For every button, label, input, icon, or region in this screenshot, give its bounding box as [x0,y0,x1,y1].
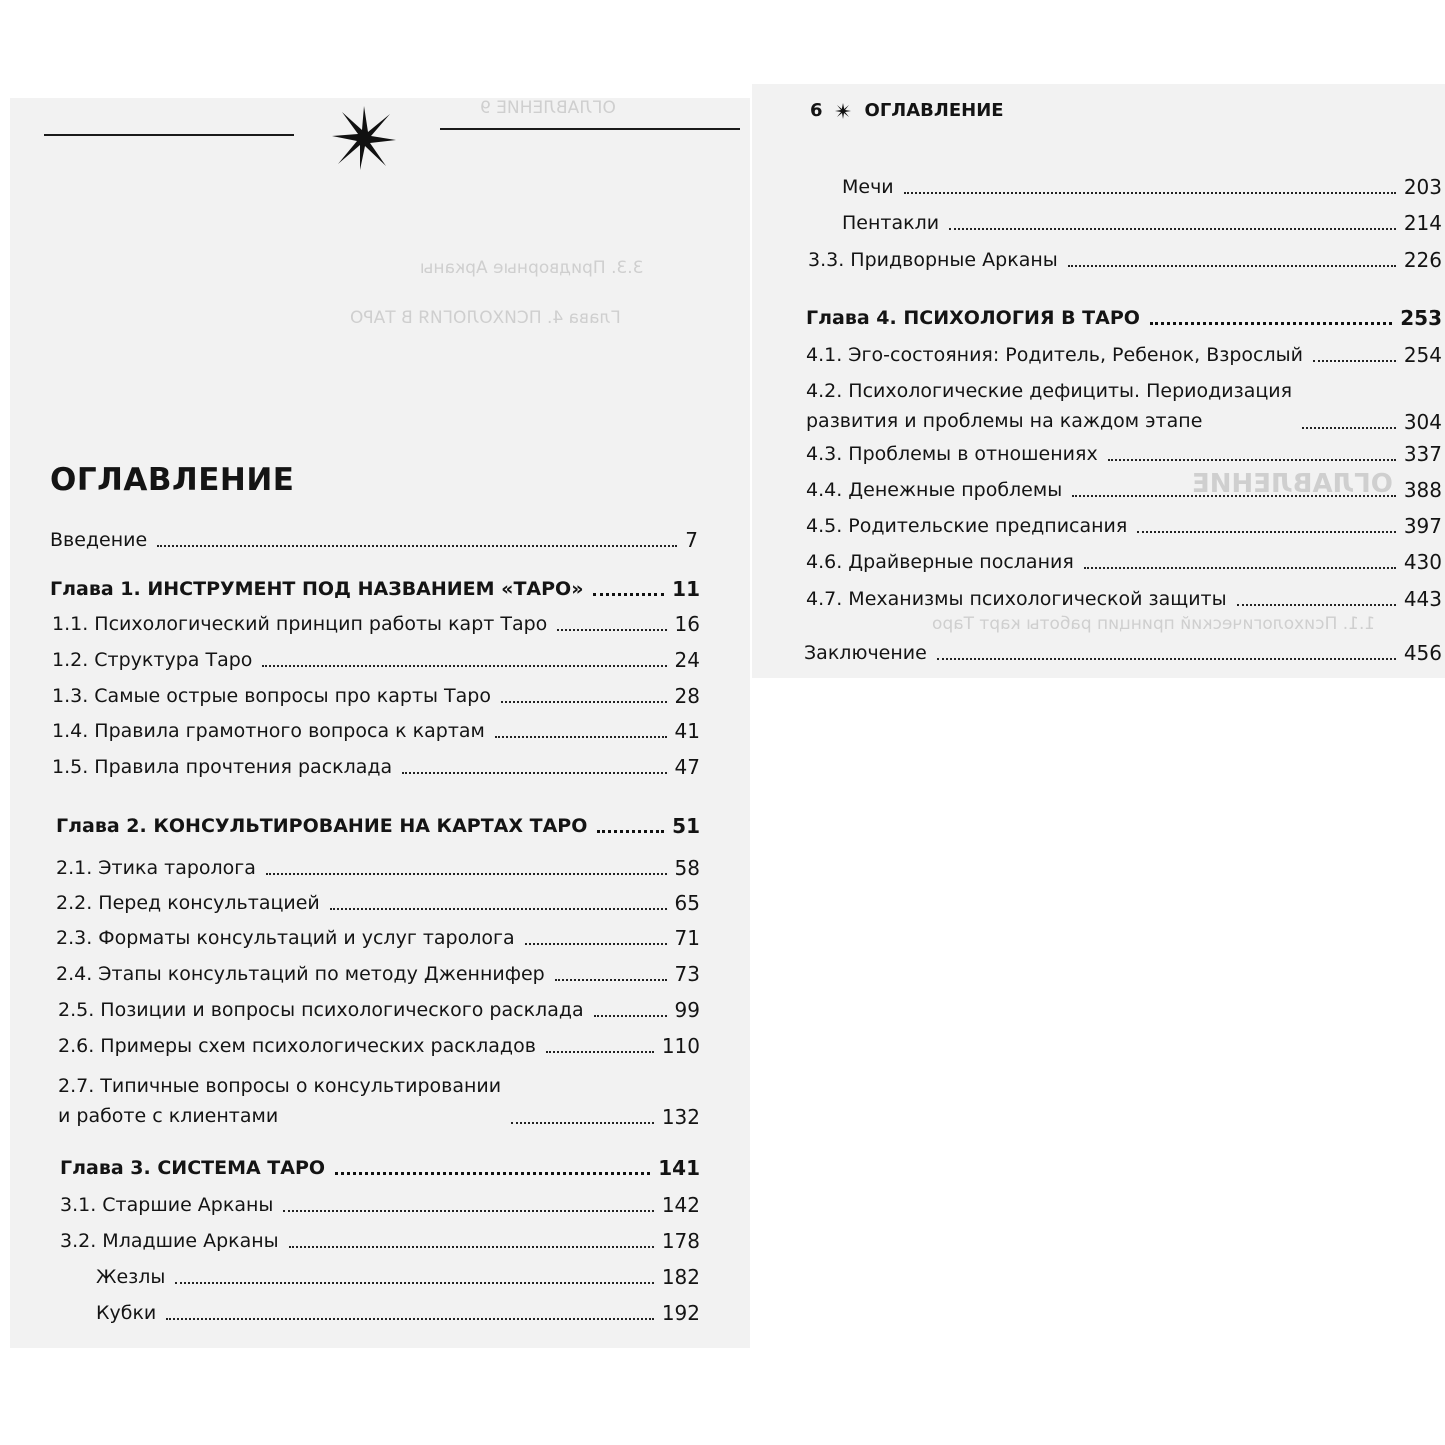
left-page [10,98,750,1348]
toc-page-number: 141 [658,1156,700,1180]
toc-page-number: 456 [1403,641,1442,665]
toc-page-number: 47 [674,755,700,779]
toc-entry[interactable] [806,549,1442,576]
dot-leader [289,1246,654,1248]
toc-entry-label: Заключение [804,642,927,664]
toc-page-number: 182 [661,1265,700,1289]
dot-leader [1302,427,1396,429]
toc-entry-label [806,376,1292,436]
dot-leader [593,593,664,596]
dot-leader [597,830,664,833]
bleed-through-text: Глава 4. ПСИХОЛОГИЯ В ТАРО [350,308,621,328]
dot-leader [402,772,666,774]
toc-chapter-entry[interactable] [60,1155,700,1182]
toc-page-number: 443 [1403,587,1442,611]
dot-leader [949,228,1396,230]
toc-entry[interactable] [842,210,1442,237]
toc-entry-label: Кубки [96,1302,157,1324]
toc-chapter-entry[interactable] [56,813,700,840]
toc-entry-label: 4.7. Механизмы психологической защиты [806,588,1227,610]
dot-leader [1150,322,1392,325]
toc-page-number: 142 [661,1193,700,1217]
dot-leader [1068,265,1396,267]
toc-entry-label: 2.6. Примеры схем психологических раскладов [58,1035,536,1057]
toc-entry[interactable] [52,683,700,710]
dot-leader [335,1172,650,1175]
toc-entry-label-line: и работе с клиентами [58,1105,279,1127]
dot-leader [1313,360,1396,362]
toc-entry[interactable] [56,890,700,917]
toc-entry[interactable] [96,1264,700,1291]
header-title: ОГЛАВЛЕНИЕ [864,100,1004,121]
bleed-through-text: ОГЛАВЛЕНИЕ 9 [480,98,616,118]
toc-entry-label: 1.5. Правила прочтения расклада [52,756,393,778]
toc-entry[interactable] [808,247,1442,274]
toc-page-number: 226 [1403,248,1442,272]
toc-page-number: 178 [661,1229,700,1253]
toc-page-number: 397 [1403,514,1442,538]
toc-entry[interactable] [50,527,698,554]
toc-page-number: 65 [674,891,700,915]
page-title: ОГЛАВЛЕНИЕ [50,462,295,498]
dot-leader [330,908,667,910]
toc-entry-label: Глава 3. СИСТЕМА ТАРО [60,1157,326,1179]
ornament-rule-left [44,134,294,136]
toc-entry-label-line: развития и проблемы на каждом этапе [806,410,1203,432]
toc-entry[interactable] [56,961,700,988]
toc-entry-label: 1.2. Структура Таро [52,649,253,671]
toc-entry[interactable] [52,611,700,638]
ornament-rule-right [440,128,740,130]
toc-entry-label: 2.5. Позиции и вопросы психологического расклада [58,999,584,1021]
toc-entry-label: 1.3. Самые острые вопросы про карты Таро [52,685,491,707]
toc-page-number: 16 [674,612,700,636]
dot-leader [546,1051,654,1053]
toc-entry[interactable] [804,640,1442,667]
toc-entry[interactable] [60,1228,700,1255]
toc-entry-label-line: 2.7. Типичные вопросы о консультировании [58,1075,502,1097]
toc-entry-label: 2.1. Этика таролога [56,857,256,879]
dot-leader [937,658,1396,660]
toc-chapter-entry[interactable] [806,305,1442,332]
toc-entry[interactable] [806,441,1442,468]
toc-entry[interactable] [806,376,1442,436]
toc-entry[interactable] [52,754,700,781]
toc-entry-label [58,1071,501,1131]
toc-entry[interactable] [58,1033,700,1060]
toc-entry-label-line: 4.2. Психологические дефициты. Периодизация [806,380,1293,402]
dot-leader [1072,495,1396,497]
running-header [810,100,1004,121]
star-icon [835,103,851,119]
toc-entry-label: 2.2. Перед консультацией [56,892,320,914]
eight-point-star-icon [332,106,396,174]
toc-entry-label: 3.1. Старшие Арканы [60,1194,274,1216]
toc-page-number: 11 [672,577,700,601]
dot-leader [904,192,1396,194]
toc-entry[interactable] [96,1300,700,1327]
dot-leader [495,736,667,738]
toc-page-number: 214 [1403,211,1442,235]
toc-entry[interactable] [806,586,1442,613]
header-page-number: 6 [810,100,823,121]
dot-leader [1237,604,1396,606]
toc-page-number: 192 [661,1301,700,1325]
toc-page-number: 304 [1403,410,1442,434]
toc-entry-label: 4.5. Родительские предписания [806,515,1128,537]
toc-entry[interactable] [806,342,1442,369]
toc-entry[interactable] [806,513,1442,540]
dot-leader [525,943,667,945]
toc-entry-label: Пентакли [842,212,940,234]
toc-entry-label: 1.1. Психологический принцип работы карт Таро [52,613,548,635]
toc-entry[interactable] [56,855,700,882]
toc-page-number: 24 [674,648,700,672]
dot-leader [262,665,666,667]
dot-leader [1084,567,1396,569]
toc-entry-label: 4.1. Эго-состояния: Родитель, Ребенок, Взрослый [806,344,1303,366]
toc-page-number: 73 [674,962,700,986]
toc-page-number: 7 [685,528,698,552]
toc-page-number: 28 [674,684,700,708]
toc-entry-label: 4.3. Проблемы в отношениях [806,443,1098,465]
toc-entry[interactable] [60,1192,700,1219]
toc-entry[interactable] [806,477,1442,504]
dot-leader [166,1318,654,1320]
toc-entry-label: Мечи [842,176,894,198]
bleed-through-text: ОГЛАВЛЕНИЕ [1192,469,1393,499]
toc-entry[interactable] [56,925,700,952]
toc-entry-label: 2.3. Форматы консультаций и услуг таролога [56,927,515,949]
dot-leader [501,701,667,703]
bleed-through-text: 3.3. Придворные Арканы [420,258,644,278]
toc-page-number: 253 [1400,306,1442,330]
dot-leader [175,1282,653,1284]
dot-leader [555,979,667,981]
toc-entry-label: Глава 1. ИНСТРУМЕНТ ПОД НАЗВАНИЕМ «ТАРО» [50,578,584,600]
toc-entry[interactable] [842,174,1442,201]
right-page [752,84,1445,678]
toc-page-number: 51 [672,814,700,838]
toc-entry-label: 3.3. Придворные Арканы [808,249,1058,271]
toc-entry[interactable] [58,1071,700,1131]
toc-entry-label: 4.4. Денежные проблемы [806,479,1063,501]
toc-entry-label: Введение [50,529,148,551]
toc-page-number: 41 [674,719,700,743]
toc-page-number: 254 [1403,343,1442,367]
toc-page-number: 71 [674,926,700,950]
toc-entry-label: 1.4. Правила грамотного вопроса к картам [52,720,485,742]
toc-page-number: 132 [661,1105,700,1129]
toc-page-number: 337 [1403,442,1442,466]
toc-entry[interactable] [58,997,700,1024]
toc-entry[interactable] [52,718,700,745]
toc-entry[interactable] [52,647,700,674]
toc-page-number: 99 [674,998,700,1022]
bleed-through-text: 1.1. Психологический принцип работы карт Таро [932,614,1376,634]
dot-leader [557,629,666,631]
dot-leader [1137,531,1395,533]
dot-leader [1108,459,1396,461]
toc-entry-label: 2.4. Этапы консультаций по методу Дженнифер [56,963,545,985]
toc-entry-label: Жезлы [96,1266,166,1288]
dot-leader [283,1210,653,1212]
dot-leader [266,873,667,875]
dot-leader [157,545,677,547]
dot-leader [511,1122,654,1124]
toc-page-number: 58 [674,856,700,880]
toc-chapter-entry[interactable] [50,576,700,603]
toc-page-number: 203 [1403,175,1442,199]
toc-entry-label: Глава 4. ПСИХОЛОГИЯ В ТАРО [806,307,1140,329]
toc-entry-label: 3.2. Младшие Арканы [60,1230,279,1252]
toc-entry-label: 4.6. Драйверные послания [806,551,1074,573]
dot-leader [594,1015,667,1017]
toc-page-number: 430 [1403,550,1442,574]
toc-page-number: 388 [1403,478,1442,502]
toc-entry-label: Глава 2. КОНСУЛЬТИРОВАНИЕ НА КАРТАХ ТАРО [56,815,588,837]
toc-page-number: 110 [661,1034,700,1058]
